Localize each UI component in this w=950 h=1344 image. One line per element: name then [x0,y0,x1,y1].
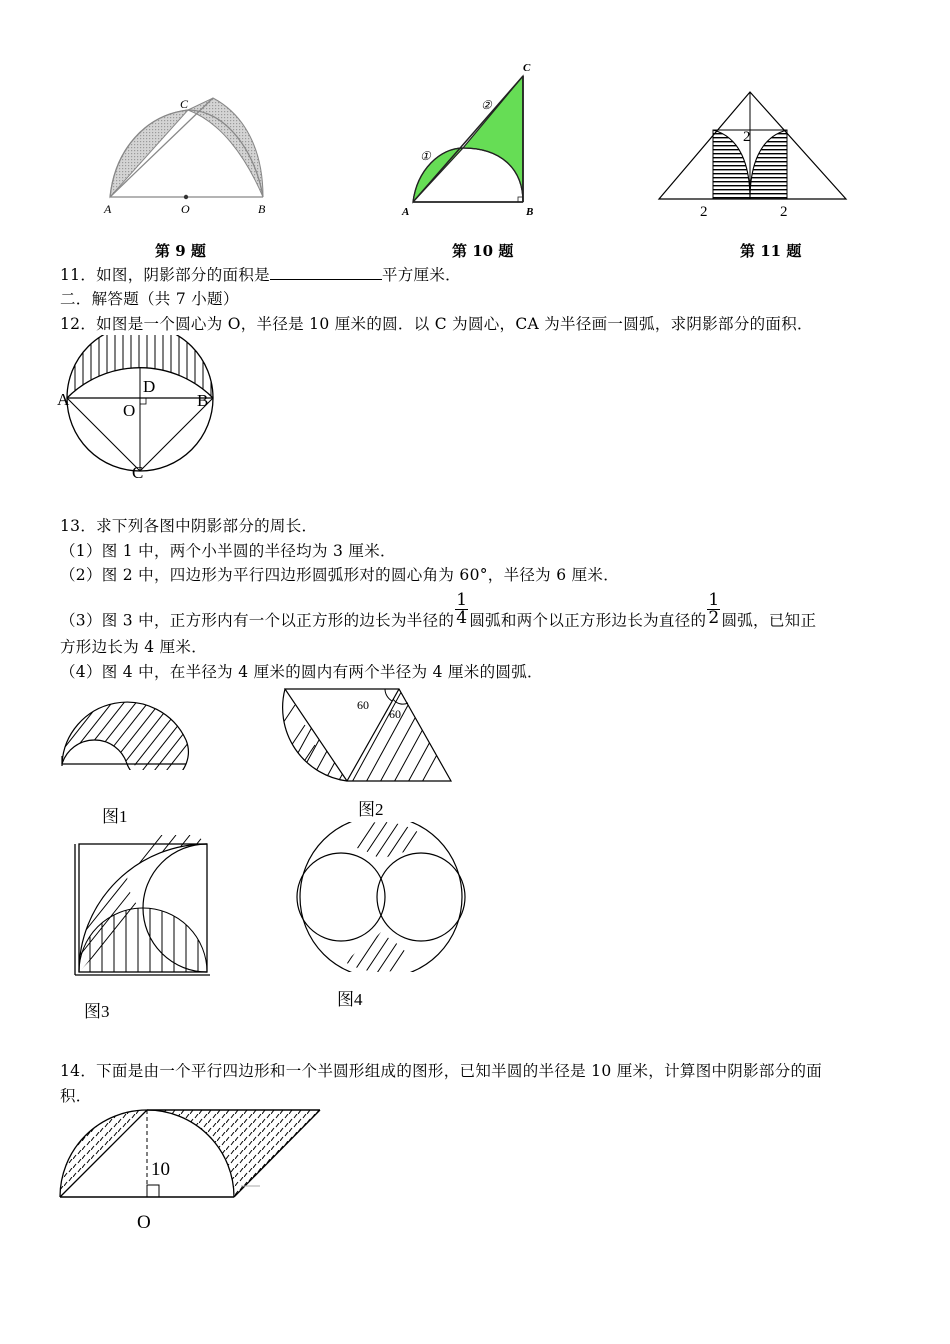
figure-12 [55,335,220,480]
figure-10 [395,60,555,220]
fig11-label-left: 2 [700,204,708,220]
q12-label-b: B [197,391,209,410]
q13-part3-a: （3）图 3 中，正方形内有一个以正方形的边长为半径的 [60,611,455,630]
q13-part1: （1）图 1 中，两个小半圆的半径均为 3 厘米． [60,542,396,560]
q11-answer-blank[interactable] [270,265,382,280]
q12-label-o: O [123,401,136,420]
fig9-label-o: O [181,202,190,216]
q13-part3 [60,590,817,639]
fraction-quarter: $\frac{1}{4}$ [456,590,468,628]
figure-13-3 [70,835,215,980]
fig13-2-angle2: 60 [389,707,401,721]
fraction-half: $\frac{1}{2}$ [708,590,720,628]
fig10-label-c: C [523,62,531,74]
fig11-caption: 第 11 题 [740,242,802,260]
fig10-label-one: ① [420,149,431,163]
q13-part3-c: 圆弧，已知正 [721,611,817,630]
section-2-title: 二．解答题（共 7 小题） [60,290,239,308]
q12-label-d: D [143,377,156,396]
fig13-4-label: 图4 [337,990,363,1009]
q12-label-a: A [57,390,70,409]
fig9-label-c: C [180,97,189,111]
q12-text: 12．如图是一个圆心为 O，半径是 10 厘米的圆．以 C 为圆心，CA 为半径画一圆弧，求阴影部分的面积． [60,315,813,333]
fig13-3-label: 图3 [84,1002,110,1021]
q13-part4: （4）图 4 中，在半径为 4 厘米的圆内有两个半径为 4 厘米的圆弧． [60,663,543,681]
figure-14 [55,1105,330,1235]
figure-13-4 [295,822,467,972]
q12-label-c: C [132,463,144,480]
fig11-label-height: 2 [743,129,751,145]
q11-prefix: 11．如图，阴影部分的面积是 [60,266,270,284]
fig10-label-b: B [526,206,534,218]
fig10-label-two: ② [481,98,492,112]
figure-13-1 [55,690,195,770]
q13-part3-b: 圆弧和两个以正方形边长为直径的 [469,611,707,630]
fig9-label-b: B [258,202,266,216]
q13-part3-cont: 方形边长为 4 厘米． [60,638,208,656]
q14-label-o: O [137,1212,151,1233]
fig13-1-label: 图1 [102,807,128,826]
q14-line2: 积． [60,1087,92,1105]
fig13-2-label: 图2 [358,800,384,819]
fig11-label-right: 2 [780,204,788,220]
fig13-2-angle1: 60 [357,698,369,712]
fig10-label-a: A [402,206,410,218]
fig10-caption: 第 10 题 [452,242,514,260]
figure-11 [655,85,850,220]
q11-line [60,264,461,286]
q14-line1: 14．下面是由一个平行四边形和一个半圆形组成的图形，已知半圆的半径是 10 厘米，计算图中阴影部分的面 [60,1062,823,1080]
q13-title: 13．求下列各图中阴影部分的周长． [60,517,318,535]
figure-9 [95,60,285,220]
q11-suffix: 平方厘米． [381,266,461,284]
q13-part2: （2）图 2 中，四边形为平行四边形圆弧形对的圆心角为 60°，半径为 6 厘米． [60,566,619,584]
q14-label-height: 10 [151,1159,170,1180]
fig9-caption: 第 9 题 [155,242,206,260]
fig9-label-a: A [104,202,112,216]
figure-13-2 [275,685,460,785]
